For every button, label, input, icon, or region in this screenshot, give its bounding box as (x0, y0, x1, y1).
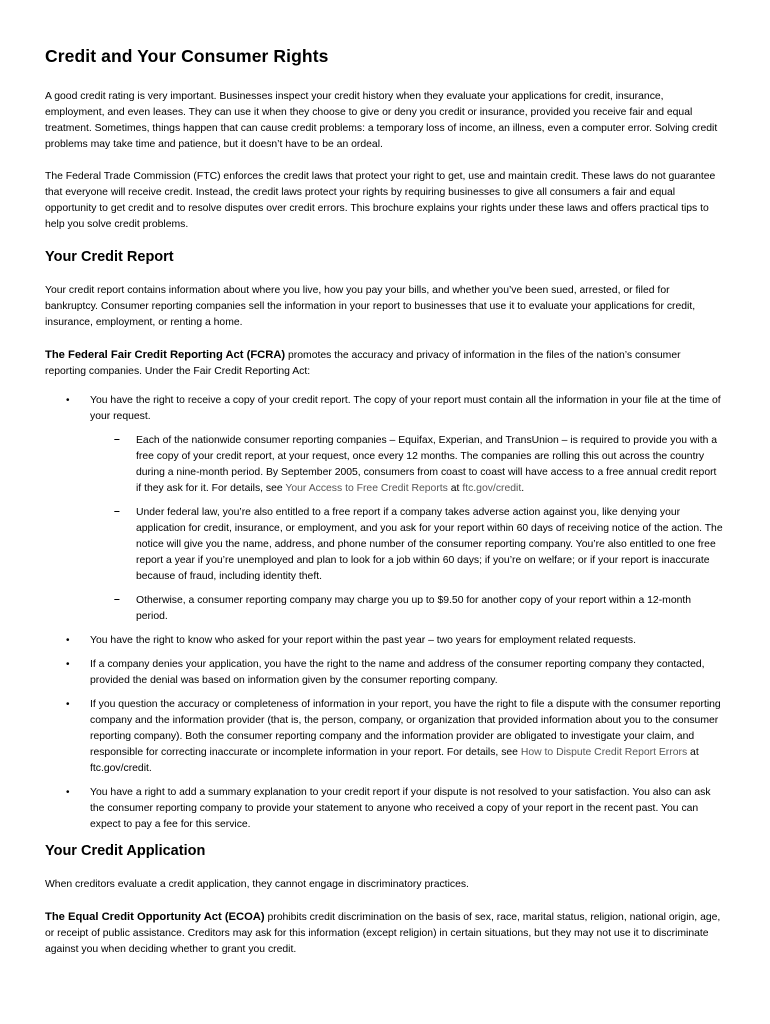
list-item-text: You have a right to add a summary explanation to your credit report if your dispute is not resolved to your satisfaction. You also can ask the consumer reporting company to provide your statement to anyone who received a copy of your report in the recent past. You can expect to pay a fee for this service. (90, 787, 711, 830)
sub-list (90, 433, 724, 625)
credit-report-paragraph: Your credit report contains information about where you live, how you pay your bills, and whether you’ve been sued, arrested, or filed for bankruptcy. Consumer reporting companies sell the information in your report to businesses that use it to evaluate your applications for credit, insurance, employment, or renting a home. (45, 285, 696, 328)
list-item-text: You have the right to know who asked for your report within the past year – two years for employment related requests. (90, 635, 636, 646)
intro-paragraph-1: A good credit rating is very important. Businesses inspect your credit history when they evaluate your applications for credit, insurance, employment, and even leases. They can use it when they choose to give or deny you credit or insurance, provided you receive fair and equal treatment. Sometimes, things happen that can cause credit problems: a temporary loss of income, an illness, even a computer error. Solving credit problems may take time and patience, but it doesn’t have to be an ordeal. (45, 91, 718, 150)
sub-list-item (90, 433, 724, 497)
ftc-credit-link[interactable]: ftc.gov/credit (462, 483, 522, 494)
section-heading-credit-report: Your Credit Report (45, 249, 174, 265)
sub-list-item (90, 593, 724, 625)
sub-list-item-text: Otherwise, a consumer reporting company may charge you up to $9.50 for another copy of your report within a 12-month period. (136, 595, 692, 622)
list-item-text: If a company denies your application, you have the right to the name and address of the consumer reporting company they contacted, provided the denial was based on information given by the consumer reporting company. (90, 659, 705, 686)
ecoa-paragraph (45, 909, 724, 958)
list-item (45, 393, 724, 625)
dash-icon: – (114, 434, 120, 445)
dash-icon: – (114, 594, 120, 605)
list-item (45, 633, 724, 649)
list-item (45, 785, 724, 833)
sub-list-item-text: Each of the nationwide consumer reporting companies – Equifax, Experian, and TransUnion – is required to provide you with a free copy of your credit report, at your request, once every 12 months. The companies are rolling this out across the country during a nine-month period. By September 2005, consumers from coast to coast will have access to a free annual credit report if they ask for it. For details, see (136, 435, 718, 494)
dash-icon: – (114, 506, 120, 517)
bullet-icon: • (66, 699, 70, 710)
credit-application-paragraph: When creditors evaluate a credit application, they cannot engage in discriminatory practices. (45, 879, 469, 890)
list-item (45, 657, 724, 689)
list-item (45, 697, 724, 777)
sub-list-item-text-end: . (521, 483, 525, 494)
bullet-icon: • (66, 395, 70, 406)
list-item-text: You have the right to receive a copy of your credit report. The copy of your report must contain all the information in your file at the time of your request. (90, 395, 721, 422)
bullet-icon: • (66, 635, 70, 646)
ecoa-text: prohibits credit discrimination on the basis of sex, race, marital status, religion, national origin, age, or receipt of public assistance. Creditors may ask for this information (except religion) in certain situations, but they may not use it to discriminate against you when deciding whether to grant you credit. (45, 912, 721, 955)
intro-paragraph-2: The Federal Trade Commission (FTC) enforces the credit laws that protect your right to get, use and maintain credit. These laws do not guarantee that everyone will receive credit. Instead, the credit laws protect your rights by requiring businesses to give all consumers a fair and equal opportunity to get credit and to resolve disputes over credit errors. This brochure explains your rights under these laws and offers practical tips to help you solve credit problems. (45, 171, 716, 230)
sub-list-item-text-at: at (447, 483, 463, 494)
fcra-text: promotes the accuracy and privacy of information in the files of the nation’s consumer reporting companies. Under the Fair Credit Reporting Act: (45, 350, 681, 377)
bullet-icon: • (66, 787, 70, 798)
dispute-errors-link[interactable]: How to Dispute Credit Report Errors (520, 747, 688, 758)
list-item-text-end: at ftc.gov/credit. (90, 747, 699, 774)
fcra-lead: The Federal Fair Credit Reporting Act (FCRA) (45, 349, 286, 361)
sub-list-item-text: Under federal law, you’re also entitled to a free report if a company takes adverse action against you, like denying your application for credit, insurance, or employment, and you ask for your report within 60 days of receiving notice of the action. The notice will give you the name, address, and phone number of the consumer reporting company. You’re also entitled to one free report a year if you’re unemployed and plan to look for a job within 60 days; if you’re on welfare; or if your report is inaccurate because of fraud, including identity theft. (136, 507, 723, 582)
section-heading-credit-application: Your Credit Application (45, 843, 206, 859)
free-credit-reports-link[interactable]: Your Access to Free Credit Reports (285, 483, 448, 494)
sub-list-item (90, 505, 724, 585)
ecoa-lead: The Equal Credit Opportunity Act (ECOA) (45, 911, 265, 923)
list-item-text: If you question the accuracy or completeness of information in your report, you have the right to file a dispute with the consumer reporting company and the information provider (that is, the person, company, or organization that provided information about you to the consumer reporting company). Both the consumer reporting company and the information provider are obligated to investigate your claim, and responsible for correcting inaccurate or incomplete information in your report. For details, see (90, 699, 721, 758)
fcra-rights-list (45, 393, 724, 833)
bullet-icon: • (66, 659, 70, 670)
page-title: Credit and Your Consumer Rights (45, 46, 329, 66)
fcra-paragraph (45, 347, 724, 380)
